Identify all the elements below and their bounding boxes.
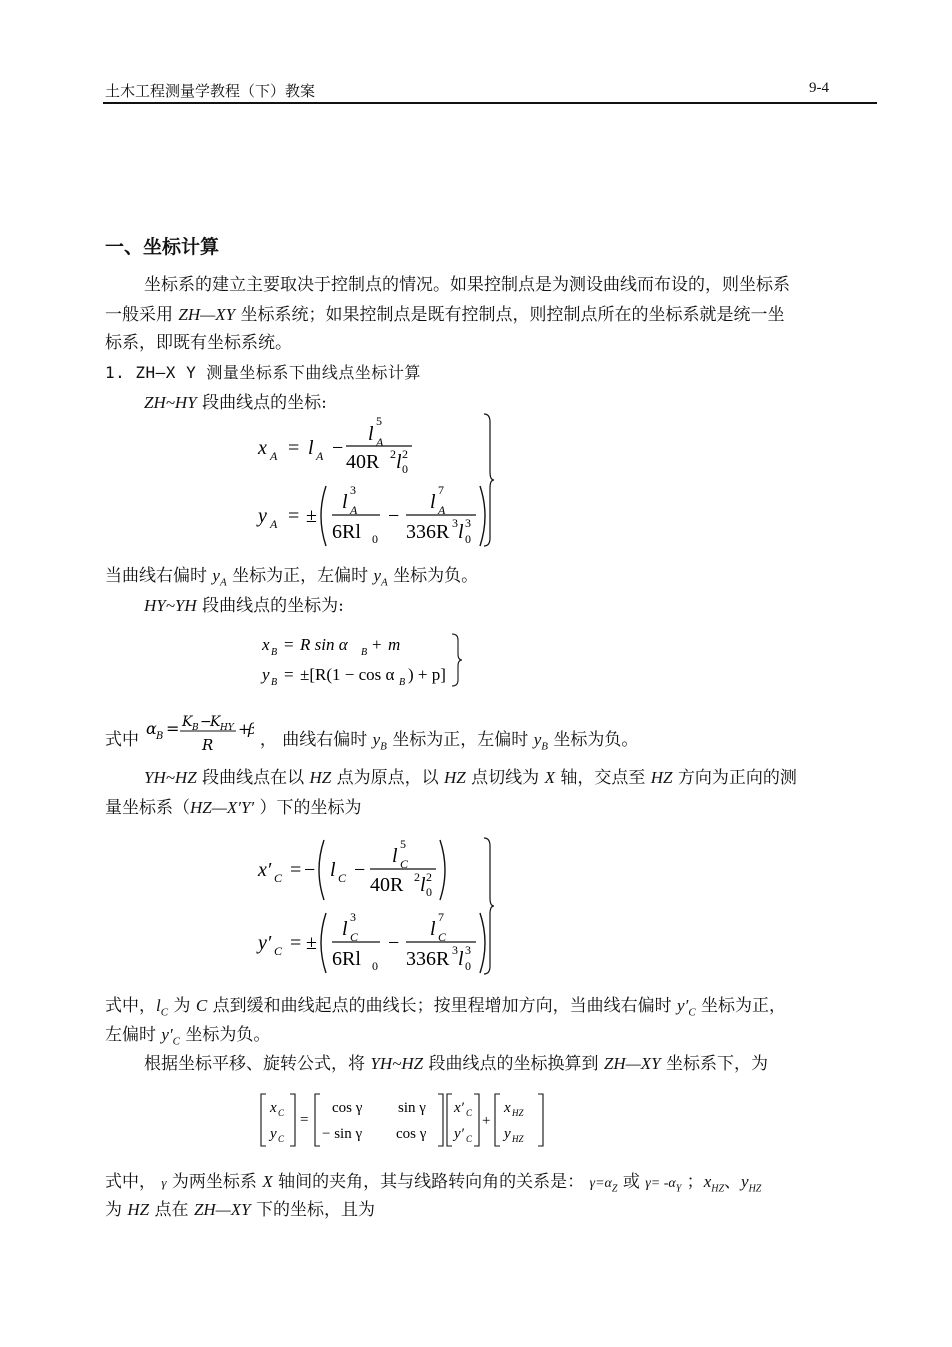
eq3-n2-sub: C xyxy=(438,930,447,944)
m-xc-sub: C xyxy=(278,1108,285,1118)
hy-yh-lead-a: HY~YH xyxy=(144,596,197,615)
eq3-num-exp: 5 xyxy=(400,837,406,851)
af-r: R xyxy=(202,736,214,754)
rot-e: 坐标系下，为 xyxy=(660,1054,768,1074)
m-plus: + xyxy=(482,1113,491,1129)
eq1-d1-sub: 0 xyxy=(372,532,378,546)
eq1-n1-exp: 3 xyxy=(350,483,356,497)
eq1-minus: − xyxy=(332,437,344,459)
eq1-l-sub: A xyxy=(316,449,324,463)
g1n: 、 xyxy=(724,1172,742,1192)
m-yc-sub: C xyxy=(278,1134,285,1144)
eq1-den: 40R xyxy=(346,451,380,473)
eq1-d2: 336R xyxy=(406,521,450,543)
eq3-den: 40R xyxy=(370,874,404,896)
eq1-d2-l: l xyxy=(458,521,464,543)
eq3-x: x′ xyxy=(258,859,272,881)
g2b: HZ xyxy=(127,1200,150,1219)
af-k2-sub: HY xyxy=(220,723,235,733)
g1m: HZ xyxy=(711,1183,725,1195)
eq1-eq2: = xyxy=(288,505,300,527)
equation-yh-hz xyxy=(250,834,510,981)
g1o: y xyxy=(741,1172,749,1191)
yh-hz-l1h: 轴，交点至 xyxy=(554,768,651,788)
eq1-y: y xyxy=(258,505,267,527)
yh-hz-l1i: HZ xyxy=(650,768,673,787)
g1d: X xyxy=(262,1172,273,1191)
g1k: ； xyxy=(681,1172,704,1192)
yh-hz-l1a: YH~HZ xyxy=(144,768,197,787)
yh-hz-line-2 xyxy=(105,792,362,824)
af-beta xyxy=(247,720,254,738)
rot-c: 段曲线点的坐标换算到 xyxy=(423,1054,604,1074)
rotation-line xyxy=(144,1048,768,1080)
af-k2: K xyxy=(210,714,221,730)
m-eq: = xyxy=(300,1112,309,1128)
eq3-eq2: = xyxy=(290,932,302,954)
eq3-d2-l: l xyxy=(458,948,464,970)
eq3-n2-l: l xyxy=(430,918,436,940)
eq1-n2-exp: 7 xyxy=(438,483,444,497)
eq1-d2-l-sub: 0 xyxy=(465,532,471,546)
eq1-d1: 6Rl xyxy=(332,521,361,543)
eq3-d1: 6Rl xyxy=(332,948,361,970)
g1p: HZ xyxy=(748,1183,762,1195)
m-xhz: x xyxy=(504,1100,511,1116)
g1f: γ=α xyxy=(589,1176,612,1191)
hy-yh-where-b: ， 曲线右偏时 xyxy=(259,730,373,750)
g1i: γ= -α xyxy=(645,1176,676,1191)
hy-yh-where-e: 坐标为正，左偏时 xyxy=(386,730,534,750)
g1h: 或 xyxy=(617,1172,646,1192)
g1e: 轴间的夹角，其与线路转向角的关系是： xyxy=(272,1172,590,1192)
hy-yh-where xyxy=(105,712,638,762)
zh-hy-after-g: 坐标为负。 xyxy=(387,566,479,586)
equation-hy-yh xyxy=(258,630,478,697)
page-header xyxy=(105,80,877,102)
eq1-den-exp: 2 xyxy=(390,447,396,461)
eq2-y-rhs: ±[R(1 − cos α xyxy=(300,665,395,684)
m-a22: cos γ xyxy=(396,1126,427,1142)
m-yhz-sub: HZ xyxy=(512,1134,524,1144)
m-xcp-sub: C xyxy=(466,1108,473,1118)
af-eq: = xyxy=(166,719,180,738)
eq3-n2-exp: 7 xyxy=(438,910,444,924)
eq3-d2: 336R xyxy=(406,948,450,970)
w2b: y′ xyxy=(161,1025,173,1044)
w2d: 坐标为负。 xyxy=(180,1025,271,1045)
eq3-d2-exp: 3 xyxy=(452,943,458,957)
g1c: 为两坐标系 xyxy=(166,1172,263,1192)
zh-hy-after-f: A xyxy=(381,576,388,589)
g2a: 为 xyxy=(105,1200,128,1220)
g1j: Y xyxy=(675,1183,682,1195)
eq2-x: x xyxy=(262,635,270,654)
eq3-l-sub: C xyxy=(338,871,347,885)
eq1-n2-l: l xyxy=(430,491,436,513)
eq1-den-l-sub: 0 xyxy=(402,462,408,476)
equation-hy-yh-svg xyxy=(258,630,478,692)
g1g: Z xyxy=(611,1183,618,1195)
eq1-den-l: l xyxy=(396,451,402,473)
w1c: C xyxy=(160,1006,169,1019)
yh-hz-l2b: HZ—X′Y′ xyxy=(190,798,255,817)
eq2-m: m xyxy=(388,635,401,654)
m-ycp-sub: C xyxy=(466,1134,473,1144)
eq1-num-exp: 5 xyxy=(376,414,382,428)
eq3-y: y′ xyxy=(258,932,272,954)
m-xc: x xyxy=(270,1100,277,1116)
alpha-b-formula xyxy=(144,712,254,762)
w1i: 坐标为正， xyxy=(695,996,787,1016)
eq2-y: y xyxy=(262,665,270,684)
yh-hz-l1b: 段曲线点在以 xyxy=(196,768,310,788)
w1a: 式中， xyxy=(105,996,156,1016)
eq1-l: l xyxy=(308,437,314,459)
eq1-n2-sub: A xyxy=(438,503,446,517)
eq1-d2-exp: 3 xyxy=(452,516,458,530)
hy-yh-where-g: B xyxy=(541,740,548,753)
m-xcp: x′ xyxy=(454,1100,464,1116)
eq3-den-exp: 2 xyxy=(414,870,420,884)
af-k1: K xyxy=(182,714,193,730)
hy-yh-where-d: B xyxy=(380,740,387,753)
zh-hy-after-d: 坐标为正，左偏时 xyxy=(226,566,374,586)
eq1-num-sub: A xyxy=(376,435,384,449)
g2e: 下的坐标，且为 xyxy=(250,1200,376,1220)
intro-2b: ZH—XY xyxy=(178,305,236,324)
g1a: 式中， xyxy=(105,1172,162,1192)
zh-hy-after-b: y xyxy=(212,566,220,585)
eq2-eq2: = xyxy=(284,665,294,684)
g2d: ZH—XY xyxy=(193,1200,251,1219)
eq3-l: l xyxy=(330,859,336,881)
m-a12: sin γ xyxy=(398,1100,426,1116)
m-yc: y xyxy=(270,1126,277,1142)
yh-hz-l1f: 点切线为 xyxy=(465,768,545,788)
eq3-d1-sub: 0 xyxy=(372,959,378,973)
eq2-y-rhs-sub: B xyxy=(399,677,406,688)
g1l: x xyxy=(703,1172,712,1191)
equation-zh-hy xyxy=(250,410,510,555)
eq3-d2-l-sub: 0 xyxy=(465,959,471,973)
eq3-num-sub: C xyxy=(400,857,409,871)
intro-2c: 坐标系统；如果控制点是既有控制点，则控制点所在的坐标系就是统一坐 xyxy=(235,305,785,325)
zh-hy-lead-b: 段曲线点的坐标: xyxy=(196,393,327,413)
header-title: 土木工程测量学教程（下）教案 xyxy=(105,82,316,100)
af-minus: − xyxy=(200,714,213,730)
hy-yh-where-a: 式中 xyxy=(105,730,139,750)
equation-yh-hz-svg xyxy=(250,834,510,976)
yh-hz-l1g: X xyxy=(544,768,555,787)
w1f: 点到缓和曲线起点的曲线长；按里程增加方向，当曲线右偏时 xyxy=(207,996,678,1016)
m-xhz-sub: HZ xyxy=(512,1108,524,1118)
eq2-eq: = xyxy=(284,635,294,654)
rot-a: 根据坐标平移、旋转公式，将 xyxy=(144,1054,371,1074)
eq3-den-l: l xyxy=(420,874,426,896)
eq2-y-tail: ) + p] xyxy=(408,665,446,684)
m-a11: cos γ xyxy=(332,1100,363,1116)
intro-line-1: 坐标系的建立主要取决于控制点的情况。如果控制点是为测设曲线而布设的，则坐标系 xyxy=(144,275,790,295)
yh-hz-l1c: HZ xyxy=(309,768,332,787)
eq3-neg: − xyxy=(304,859,316,881)
w1e: C xyxy=(195,996,208,1015)
eq3-minus: − xyxy=(354,859,366,881)
subheading: 1. ZH—X Y 测量坐标系下曲线点坐标计算 xyxy=(105,363,421,382)
eq2-x-rhs: R sin α xyxy=(300,635,348,654)
g2c: 点在 xyxy=(149,1200,194,1220)
hy-yh-where-c: y xyxy=(372,730,381,749)
w2a: 左偏时 xyxy=(105,1025,162,1045)
eq1-y-sub: A xyxy=(270,517,278,531)
eq3-pm: ± xyxy=(306,932,317,954)
eq3-den-l-sub: 0 xyxy=(426,885,432,899)
eq2-plus: + xyxy=(372,635,382,654)
yh-hz-l1j: 方向为正向的测 xyxy=(672,768,797,788)
eq2-x-sub: B xyxy=(271,647,278,658)
m-yhz: y xyxy=(504,1126,511,1142)
header-page-number: 9-4 xyxy=(809,80,829,96)
w1b: l xyxy=(156,996,161,1015)
af-k1-sub: B xyxy=(192,723,200,733)
zh-hy-after-c: A xyxy=(219,576,227,589)
equation-zh-hy-svg xyxy=(250,410,510,550)
af-plus: + xyxy=(238,720,251,738)
eq1-d2-l-exp: 3 xyxy=(465,516,471,530)
eq2-x-rhs-sub: B xyxy=(361,647,368,658)
hy-yh-where-h: 坐标为负。 xyxy=(548,730,639,750)
eq3-n1-sub: C xyxy=(350,930,359,944)
yh-hz-line-1 xyxy=(144,762,797,794)
eq1-n1-l: l xyxy=(342,491,348,513)
zh-hy-after-e: y xyxy=(373,566,382,585)
rot-b: YH~HZ xyxy=(370,1054,424,1073)
af-alpha-sub: B xyxy=(156,731,164,742)
eq3-eq: = xyxy=(290,859,302,881)
intro-2a: 一般采用 xyxy=(105,305,179,325)
eq3-n1-exp: 3 xyxy=(350,910,356,924)
af-alpha: α xyxy=(146,719,158,738)
yh-hz-l2a: 量坐标系（ xyxy=(105,798,190,818)
zh-hy-after-a: 当曲线右偏时 xyxy=(105,566,213,586)
eq1-n1-sub: A xyxy=(350,503,358,517)
rot-d: ZH—XY xyxy=(603,1054,661,1073)
w1h: C xyxy=(688,1006,696,1019)
gamma-note-2 xyxy=(105,1194,375,1226)
hy-yh-lead xyxy=(144,590,344,622)
eq1-pm: ± xyxy=(306,505,317,527)
eq3-y-sub: C xyxy=(274,944,283,958)
eq1-eq: = xyxy=(288,437,300,459)
equation-rotation-matrix-svg xyxy=(258,1092,558,1150)
intro-line-2 xyxy=(105,299,785,331)
g1b: γ xyxy=(161,1175,167,1190)
section-heading: 一、坐标计算 xyxy=(105,236,220,258)
eq3-den-l-exp: 2 xyxy=(426,870,432,884)
hy-yh-lead-b: 段曲线点的坐标为: xyxy=(196,596,344,616)
w2c: C xyxy=(172,1035,181,1048)
hy-yh-where-f: y xyxy=(533,730,542,749)
eq1-minus2: − xyxy=(388,505,400,527)
w1g: y′ xyxy=(677,996,689,1015)
eq3-n1-l: l xyxy=(342,918,348,940)
eq3-num-l: l xyxy=(392,845,398,867)
eq3-d2-l-exp: 3 xyxy=(465,943,471,957)
eq2-y-sub: B xyxy=(271,677,278,688)
eq1-x-sub: A xyxy=(270,449,278,463)
yh-hz-l2c: ）下的坐标为 xyxy=(254,798,362,818)
eq3-minus2: − xyxy=(388,932,400,954)
eq1-den-l-exp: 2 xyxy=(402,447,408,461)
header-rule xyxy=(103,102,877,104)
m-ycp: y′ xyxy=(454,1126,464,1142)
eq1-x: x xyxy=(258,437,267,459)
zh-hy-lead-a: ZH~HY xyxy=(144,393,197,412)
yh-hz-l1e: HZ xyxy=(444,768,466,787)
eq1-num-l: l xyxy=(368,423,374,445)
intro-line-3: 标系，即既有坐标系统。 xyxy=(105,333,292,353)
m-a21: − sin γ xyxy=(322,1126,363,1142)
yh-hz-l1d: 点为原点，以 xyxy=(331,768,445,788)
eq3-x-sub: C xyxy=(274,871,283,885)
equation-rotation-matrix xyxy=(258,1092,558,1155)
w1d: 为 xyxy=(168,996,196,1016)
